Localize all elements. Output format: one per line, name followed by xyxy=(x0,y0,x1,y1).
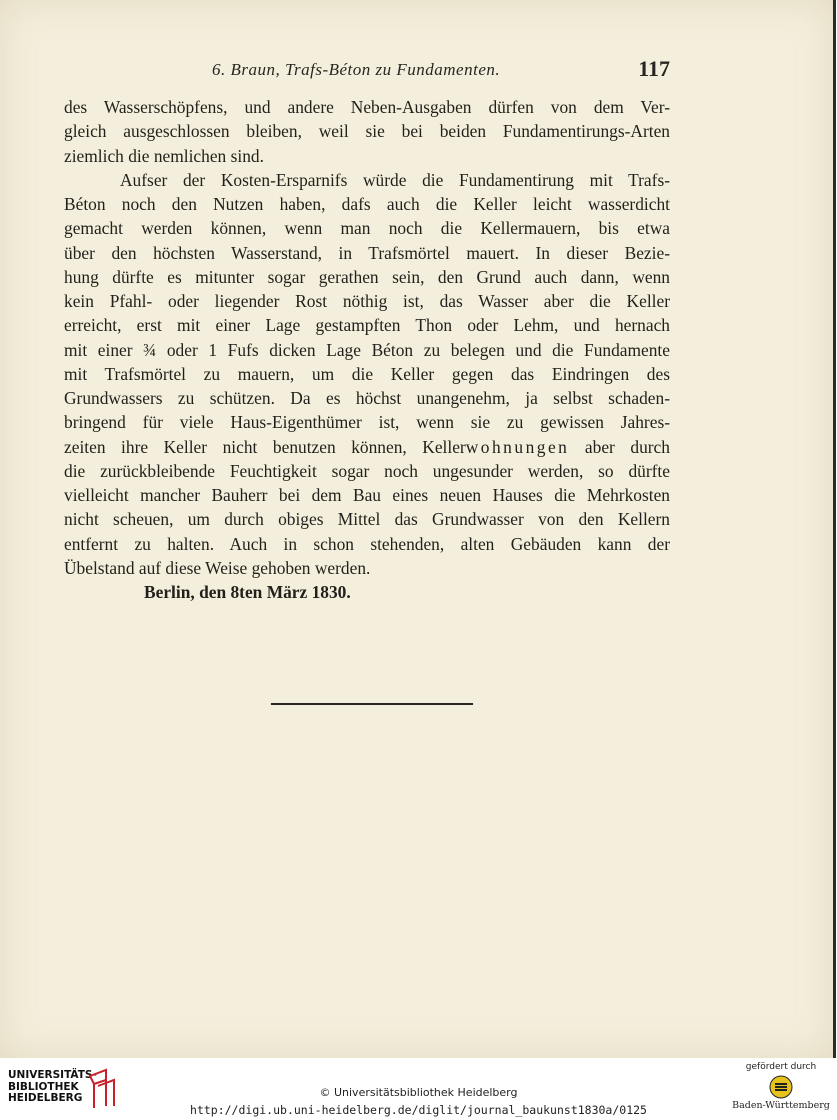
text-fragment: zeiten ihre Keller nicht benutzen können, Keller xyxy=(64,436,466,457)
text-line: erreicht, erst mit einer Lage gestampften Thon oder Lehm, und hernach xyxy=(64,315,670,336)
text-line xyxy=(64,435,670,459)
text-line: ziemlich die nemlichen sind. xyxy=(64,145,264,166)
paragraph-2 xyxy=(64,168,670,580)
running-header xyxy=(64,56,670,86)
text-line: des Wasserschöpfens, und andere Neben-Ausgaben dürfen von dem Ver- xyxy=(64,97,670,117)
running-title: 6. Braun, Trafs-Béton zu Fundamenten. xyxy=(212,60,501,79)
text-line: mit einer ¾ oder 1 Fufs dicken Lage Béton zu belegen und die Fundamente xyxy=(64,339,670,360)
text-line: die zurückbleibende Feuchtigkeit sogar noch ungesunder werden, so dürfte xyxy=(64,460,670,481)
text-line: hung dürfte es mitunter sogar gerathen sein, den Grund auch dann, wenn xyxy=(64,266,670,287)
text-line: gleich ausgeschlossen bleiben, weil sie bei beiden Fundamentirungs-Arten xyxy=(64,121,670,142)
library-name-line: HEIDELBERG xyxy=(8,1092,83,1104)
text-fragment: aber durch xyxy=(584,436,670,457)
spaced-word: wohnungen xyxy=(465,436,570,457)
text-line: entfernt zu halten. Auch in schon stehenden, alten Gebäuden kann der xyxy=(64,533,670,554)
text-line: über den höchsten Wasserstand, in Trafsmörtel mauert. In dieser Bezie- xyxy=(64,242,670,263)
sponsor-label: gefördert durch xyxy=(745,1062,817,1072)
sponsor[interactable] xyxy=(731,1062,831,1111)
closing-rule xyxy=(271,703,473,705)
text-line: Aufser der Kosten-Ersparnifs würde die Fundamentirung mit Trafs- xyxy=(120,169,670,190)
text-line: vielleicht mancher Bauherr bei dem Bau eines neuen Hauses die Mehrkosten xyxy=(64,485,670,505)
signature-line xyxy=(64,580,670,604)
state-coat-of-arms-icon xyxy=(769,1075,793,1099)
body-text xyxy=(64,95,670,604)
text-line: Übelstand auf diese Weise gehoben werden. xyxy=(64,557,371,578)
text-line: nicht scheuen, um durch obiges Mittel das Grundwasser von den Kellern xyxy=(64,509,670,530)
page-number: 117 xyxy=(638,56,670,81)
text-line: Béton noch den Nutzen haben, dafs auch die Keller leicht wasserdicht xyxy=(64,194,670,214)
sponsor-name: Baden-Württemberg xyxy=(732,1100,830,1111)
text-line: gemacht werden können, wenn man noch die Kellermauern, bis etwa xyxy=(64,218,670,239)
viewer-footer xyxy=(0,1058,837,1120)
text-line: kein Pfahl- oder liegender Rost nöthig ist, das Wasser aber die Keller xyxy=(64,291,670,311)
permalink[interactable]: http://digi.ub.uni-heidelberg.de/diglit/journal_baukunst1830a/0125 xyxy=(190,1103,647,1117)
signature: Berlin, den 8ten März 1830. xyxy=(144,582,351,602)
copyright-notice: © Universitätsbibliothek Heidelberg xyxy=(319,1086,518,1099)
text-line: mit Trafsmörtel zu mauern, um die Keller gegen das Eindringen des xyxy=(64,363,670,384)
library-name-line: BIBLIOTHEK xyxy=(8,1080,79,1093)
text-line: Grundwassers zu schützen. Da es höchst unangenehm, ja selbst schaden- xyxy=(64,388,670,408)
library-name-line: UNIVERSITÄTS- xyxy=(8,1069,97,1081)
text-line: bringend für viele Haus-Eigenthümer ist, wenn sie zu gewissen Jahres- xyxy=(64,412,670,433)
paragraph-1 xyxy=(64,95,670,168)
